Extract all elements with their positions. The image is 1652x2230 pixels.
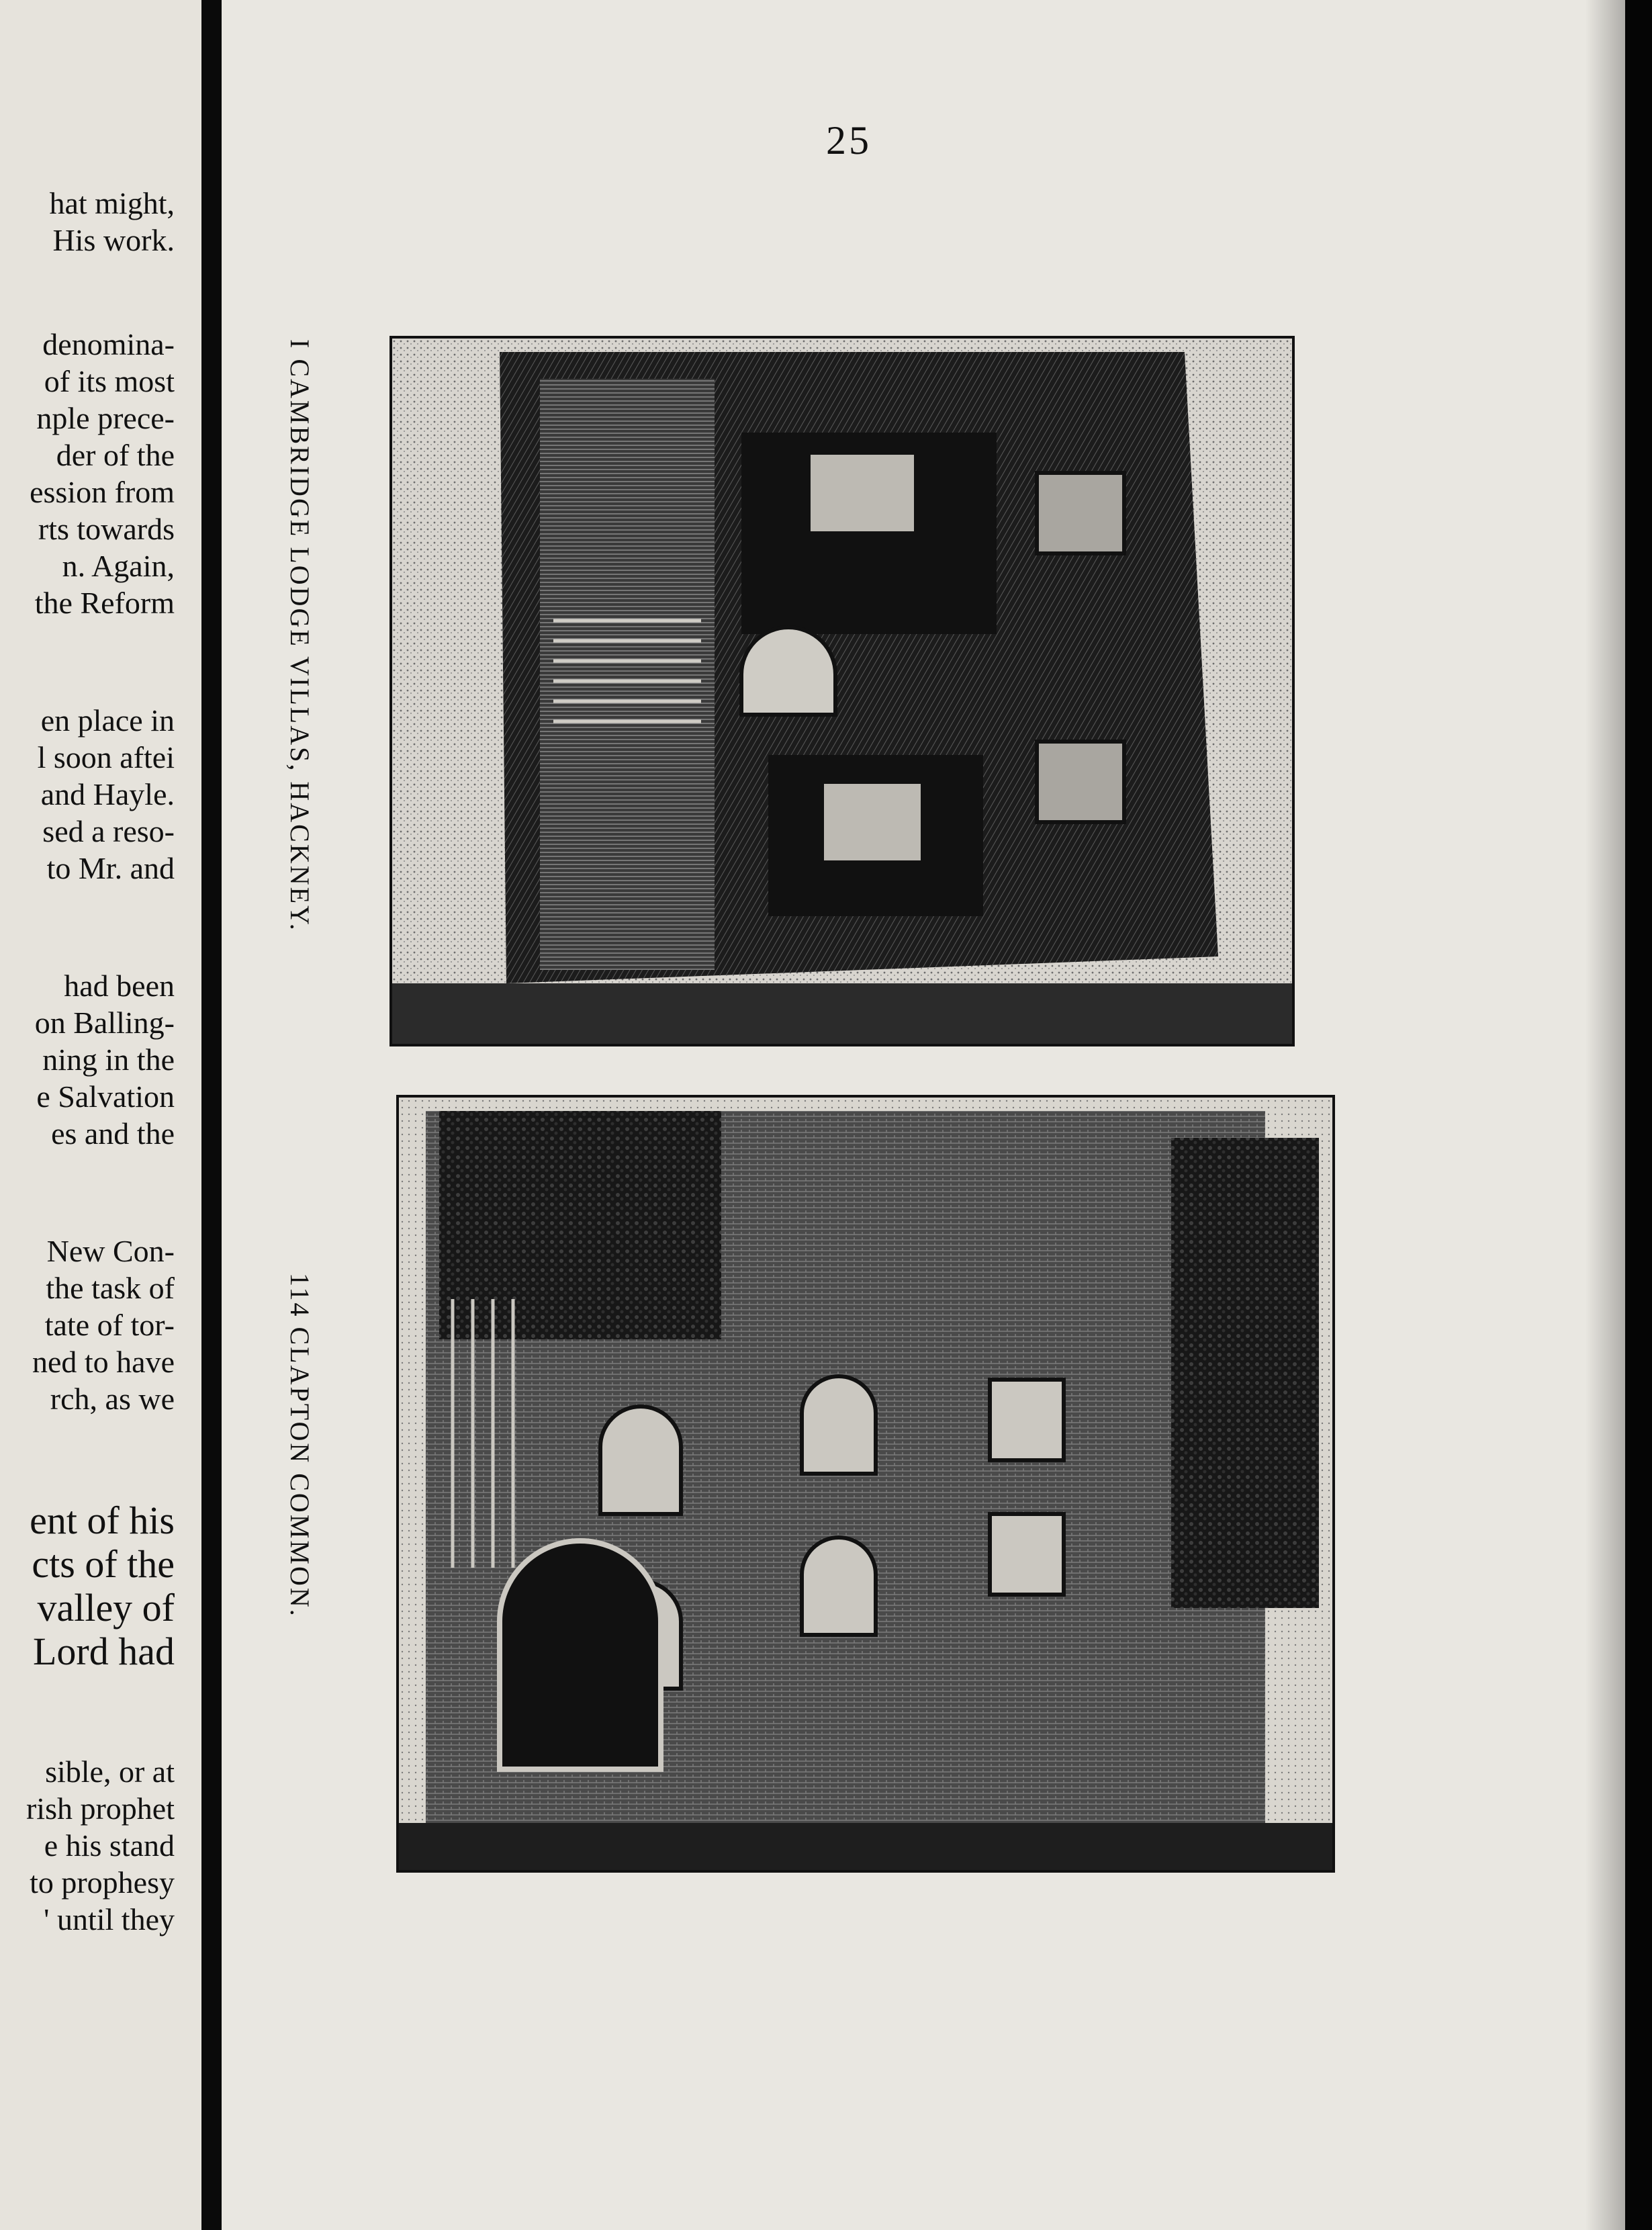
text-line: rts towards (38, 512, 175, 546)
text-line: ned to have (32, 1345, 175, 1379)
page-gutter (201, 0, 222, 2230)
text-line: New Con- (46, 1234, 175, 1268)
caption-clapton-common: 114 CLAPTON COMMON. (285, 1273, 315, 1618)
page-edge-shadow (1585, 0, 1625, 2230)
text-line: the task of (46, 1271, 175, 1305)
text-line: ning in the (42, 1042, 175, 1077)
text-line: ent of his (30, 1499, 175, 1542)
text-line: l soon aftei (37, 740, 175, 774)
text-line: der of the (56, 438, 175, 472)
text-line: Lord had (33, 1630, 175, 1673)
text-line: rish prophet (26, 1791, 175, 1826)
text-line: ession from (30, 475, 175, 509)
engraving-cambridge-lodge-villas (389, 336, 1295, 1046)
text-line: nple prece- (36, 401, 175, 435)
engraving-clapton-common (396, 1095, 1335, 1873)
caption-cambridge-lodge: I CAMBRIDGE LODGE VILLAS, HACKNEY. (285, 339, 315, 932)
text-line: to prophesy (30, 1865, 175, 1900)
text-line: sed a reso- (42, 814, 175, 848)
text-line: on Balling- (34, 1006, 175, 1040)
text-line: sible, or at (45, 1754, 175, 1789)
text-line: tate of tor- (44, 1308, 175, 1342)
text-line: and Hayle. (40, 777, 175, 811)
right-page (222, 0, 1625, 2230)
text-line: n. Again, (62, 549, 175, 583)
left-page-fragment (0, 0, 201, 2230)
text-line: es and the (51, 1116, 175, 1151)
text-line: e Salvation (36, 1079, 175, 1114)
text-line: denomina- (42, 327, 175, 361)
text-line: had been (64, 969, 175, 1003)
text-line: ' until they (44, 1902, 175, 1936)
page-number: 25 (826, 118, 872, 163)
text-line: to Mr. and (46, 851, 175, 885)
text-line: e his stand (44, 1828, 175, 1863)
text-line: rch, as we (50, 1382, 175, 1416)
text-line: the Reform (34, 586, 175, 620)
text-line: valley of (37, 1586, 175, 1630)
text-line: en place in (40, 703, 175, 738)
scan-border-right (1625, 0, 1652, 2230)
text-line: hat might, (49, 186, 175, 220)
text-line: cts of the (32, 1542, 175, 1586)
text-line: His work. (52, 223, 175, 257)
text-line: of its most (44, 364, 175, 398)
